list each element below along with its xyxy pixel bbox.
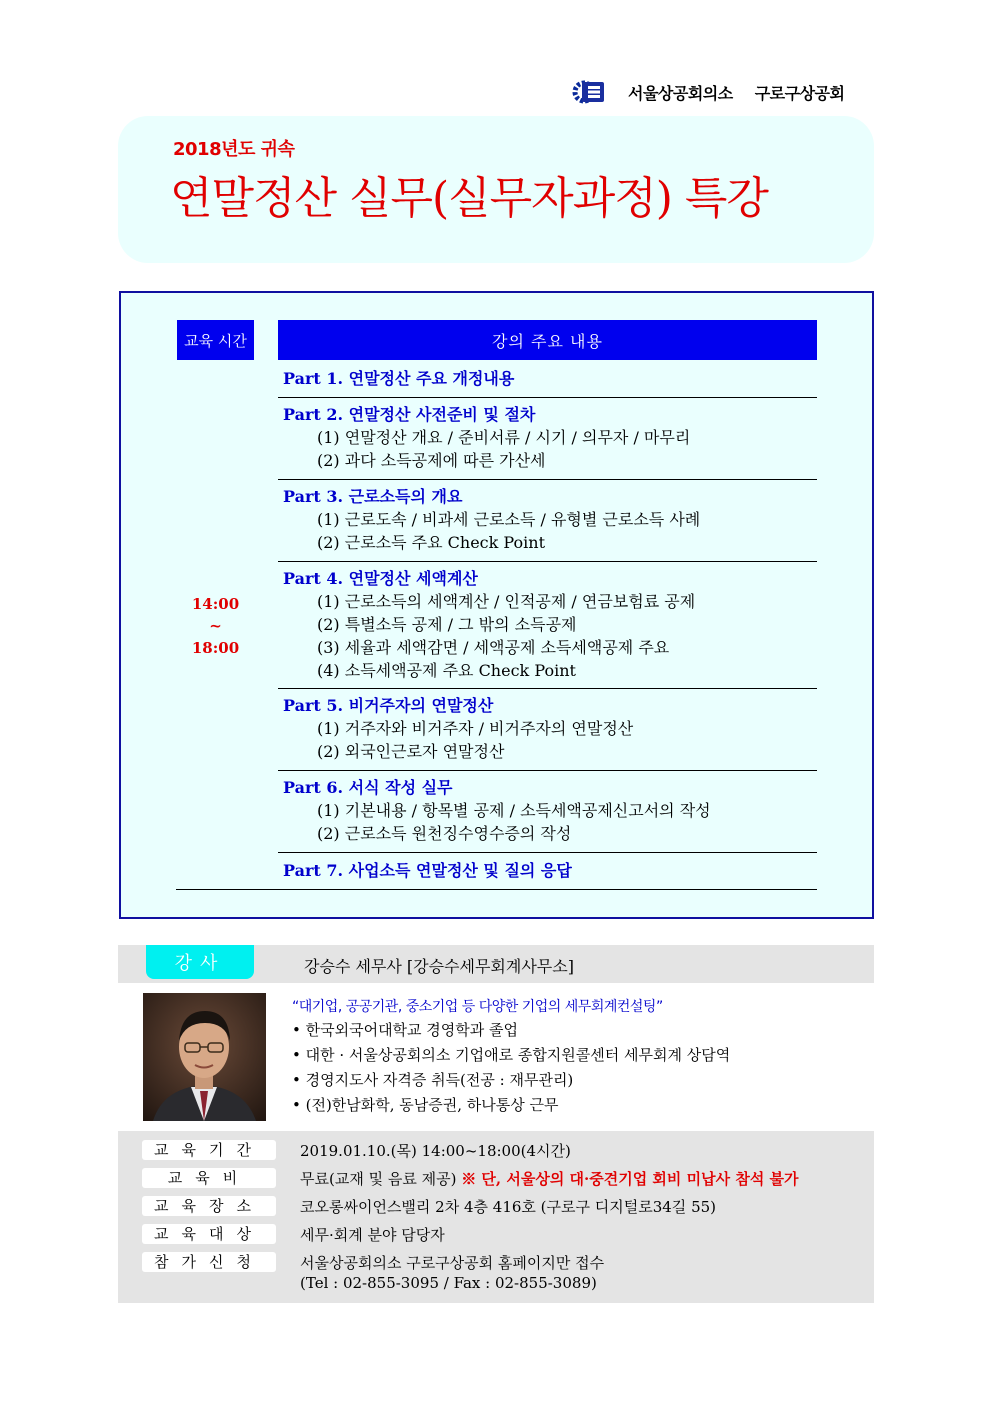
part-item: (1) 연말정산 개요 / 준비서류 / 시기 / 의무자 / 마무리 xyxy=(317,428,691,447)
row-divider xyxy=(278,688,817,689)
part-item: (2) 근로소득 주요 Check Point xyxy=(317,533,546,552)
bio-item: • 경영지도사 자격증 취득(전공 : 재무관리) xyxy=(292,1071,574,1089)
lecturer-photo xyxy=(143,993,266,1121)
bio-item: • (전)한남화학, 동남증권, 하나통상 근무 xyxy=(292,1096,559,1114)
part-item: (2) 근로소득 원천징수영수증의 작성 xyxy=(317,824,572,843)
schedule-part xyxy=(283,776,817,845)
part-title: Part 5. 비거주자의 연말정산 xyxy=(283,696,494,715)
row-divider xyxy=(278,397,817,398)
time-start: 14:00 xyxy=(191,595,240,613)
schedule-part xyxy=(283,694,817,763)
row-divider xyxy=(278,852,817,853)
info-value: 서울상공회의소 구로구상공회 홈페이지만 접수 xyxy=(300,1254,605,1272)
part-title: Part 4. 연말정산 세액계산 xyxy=(283,569,478,588)
lecturer-name: 강승수 세무사 [강승수세무회계사무소] xyxy=(304,957,574,976)
lecturer-bio xyxy=(292,996,872,1118)
lecturer-tag: 강사 xyxy=(146,945,254,979)
schedule-part xyxy=(283,567,817,682)
part-item: (2) 과다 소득공제에 따른 가산세 xyxy=(317,451,546,470)
part-title: Part 1. 연말정산 주요 개정내용 xyxy=(283,369,515,388)
info-value: 세무·회계 분야 담당자 xyxy=(300,1226,445,1244)
fee-text: 무료(교재 및 음료 제공) xyxy=(300,1170,457,1188)
info-label: 교육대상 xyxy=(142,1224,276,1244)
page-title: 연말정산 실무(실무자과정) 특강 xyxy=(170,173,768,224)
row-divider xyxy=(278,479,817,480)
part-title: Part 2. 연말정산 사전준비 및 절차 xyxy=(283,405,536,424)
part-title: Part 3. 근로소득의 개요 xyxy=(283,487,463,506)
part-item: (2) 외국인근로자 연말정산 xyxy=(317,742,505,761)
course-info xyxy=(118,1131,874,1303)
contact-info: (Tel : 02-855-3095 / Fax : 02-855-3089) xyxy=(300,1274,597,1292)
schedule-part xyxy=(283,367,817,390)
part-item: (1) 기본내용 / 항목별 공제 / 소득세액공제신고서의 작성 xyxy=(317,801,711,820)
time-separator: ~ xyxy=(209,617,222,635)
info-row-apply xyxy=(142,1252,862,1274)
time-column-header: 교육 시간 xyxy=(177,320,254,360)
lecturer-quote: “대기업, 공공기관, 중소기업 등 다양한 기업의 세무회계컨설팅” xyxy=(292,999,663,1015)
info-label: 교육비 xyxy=(142,1168,276,1188)
info-label: 교육장소 xyxy=(142,1196,276,1216)
schedule-part xyxy=(283,403,817,472)
info-label: 참가신청 xyxy=(142,1252,276,1272)
banner-subtitle: 2018년도 귀속 xyxy=(173,139,295,160)
branch-name: 구로구상공회 xyxy=(754,83,845,103)
info-value: 코오롱싸이언스밸리 2차 4층 416호 (구로구 디지털로34길 55) xyxy=(300,1198,717,1216)
time-end: 18:00 xyxy=(191,639,240,657)
info-value: 2019.01.10.(목) 14:00~18:00(4시간) xyxy=(300,1142,571,1160)
part-title: Part 6. 서식 작성 실무 xyxy=(283,778,453,797)
row-divider xyxy=(278,561,817,562)
part-item: (1) 근로소득의 세액계산 / 인적공제 / 연금보험료 공제 xyxy=(317,592,696,611)
part-item: (1) 근로도속 / 비과세 근로소득 / 유형별 근로소득 사례 xyxy=(317,510,701,529)
schedule-time xyxy=(177,593,254,659)
fee-note: ※ 단, 서울상의 대·중견기업 회비 미납사 참석 불가 xyxy=(461,1170,799,1188)
org-name: 서울상공회의소 xyxy=(628,83,733,103)
part-item: (3) 세율과 세액감면 / 세액공제 소득세액공제 주요 xyxy=(317,638,670,657)
part-title: Part 7. 사업소득 연말정산 및 질의 응답 xyxy=(283,861,572,880)
schedule-panel xyxy=(119,291,874,919)
chamber-logo-icon xyxy=(572,80,606,104)
info-row-period xyxy=(142,1140,862,1162)
schedule-part xyxy=(283,859,817,882)
row-divider xyxy=(278,770,817,771)
table-bottom-line xyxy=(176,889,817,890)
part-item: (4) 소득세액공제 주요 Check Point xyxy=(317,661,576,680)
lecturer-bar xyxy=(118,945,874,983)
organization-header xyxy=(572,80,882,104)
info-row-target xyxy=(142,1224,862,1246)
info-label: 교육기간 xyxy=(142,1140,276,1160)
bio-item: • 대한 · 서울상공회의소 기업애로 종합지원콜센터 세무회계 상담역 xyxy=(292,1046,731,1064)
info-value xyxy=(300,1169,799,1189)
part-item: (1) 거주자와 비거주자 / 비거주자의 연말정산 xyxy=(317,719,634,738)
schedule-part xyxy=(283,485,817,554)
title-banner xyxy=(118,116,874,263)
part-item: (2) 특별소득 공제 / 그 밖의 소득공제 xyxy=(317,615,577,634)
info-row-fee xyxy=(142,1168,862,1190)
info-row-location xyxy=(142,1196,862,1218)
bio-item: • 한국외국어대학교 경영학과 졸업 xyxy=(292,1021,519,1039)
content-column-header: 강의 주요 내용 xyxy=(278,320,817,360)
